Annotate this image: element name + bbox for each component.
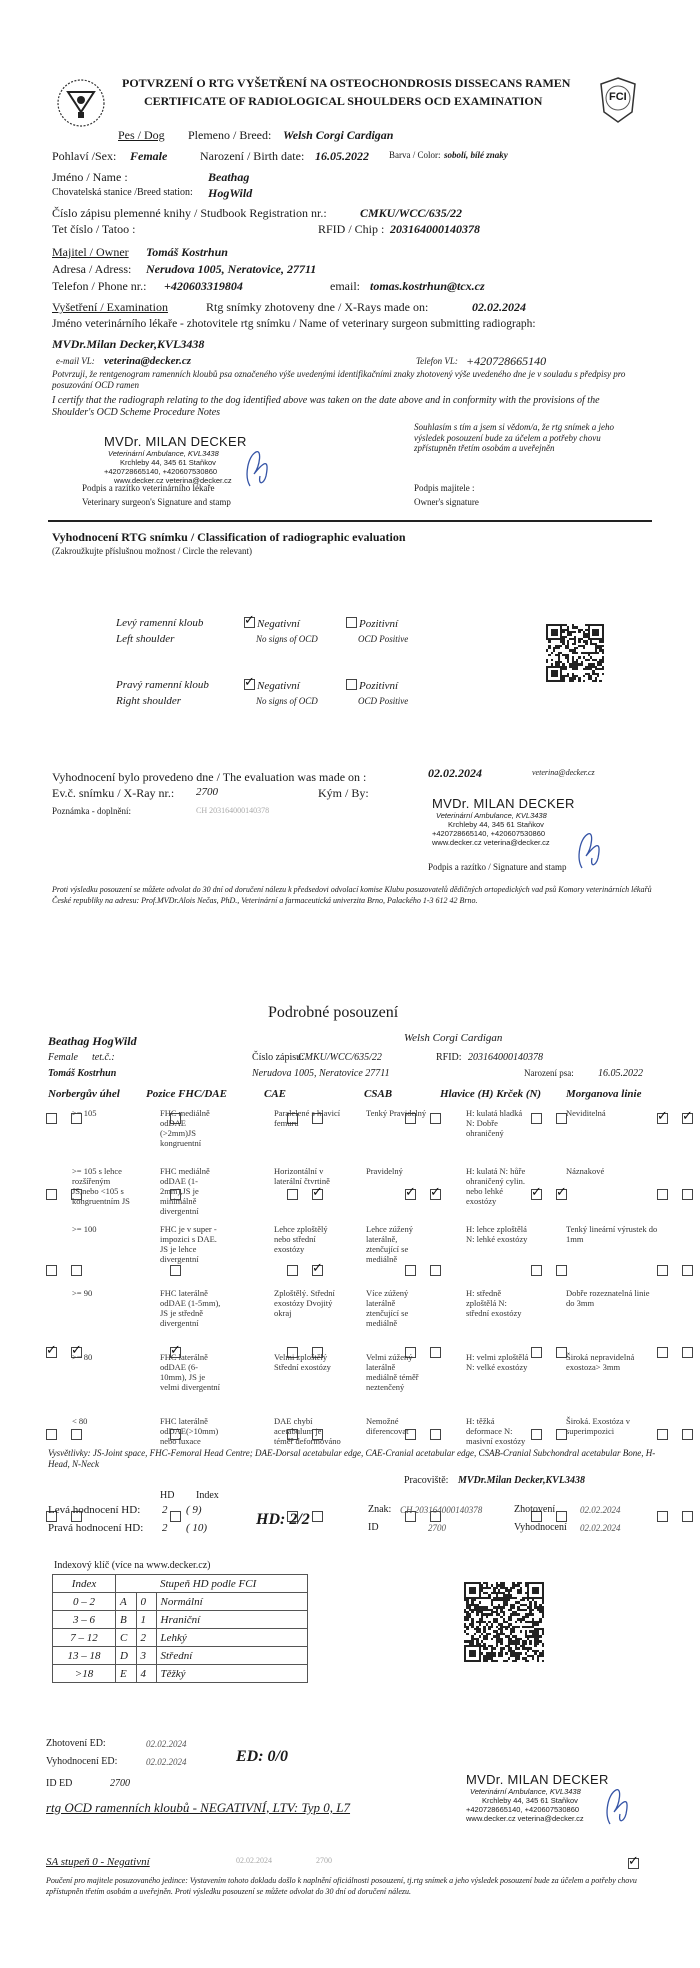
grid-checkbox[interactable] [531, 1265, 542, 1276]
left-positive-checkbox[interactable] [346, 617, 357, 628]
grid-checkbox[interactable] [46, 1347, 57, 1358]
grid-checkbox[interactable] [531, 1189, 542, 1200]
col-morgan: Morganova linie [566, 1088, 642, 1100]
grid-checkbox[interactable] [46, 1265, 57, 1276]
index-key-cell: Lehký [156, 1629, 308, 1647]
index-key-cell: 3 – 6 [53, 1611, 116, 1629]
phone-label: Telefon / Phone nr.: [52, 279, 147, 293]
sa-faint-date: 02.02.2024 [236, 1856, 272, 1865]
grid-cell-text: Tenký lineární výrustek do 1mm [566, 1224, 658, 1244]
grid-cell-text: Pravidelný [366, 1166, 403, 1176]
detail-tet-label: tet.č.: [92, 1052, 115, 1063]
grid-checkbox[interactable] [312, 1265, 323, 1276]
grid-cell-text: H: lehce zploštělá N: lehké exostózy [466, 1224, 528, 1244]
grid-cell-text: Lehce zúžený laterálně, ztenčující se mediálně [366, 1224, 413, 1264]
grid-cell-text: Dobře rozeznatelná linie do 3mm [566, 1288, 650, 1308]
station-label: Chovatelská stanice /Breed station: [52, 187, 193, 198]
detail-rfid: 203164000140378 [468, 1052, 543, 1063]
id-value: 2700 [428, 1523, 446, 1533]
right-positive[interactable]: Pozitivní [346, 679, 398, 692]
index-key-cell: 3 [136, 1647, 156, 1665]
index-key-header: Index Stupeň HD podle FCI [53, 1575, 308, 1593]
vet-email-value: veterina@decker.cz [104, 355, 192, 367]
grid-checkbox[interactable] [71, 1265, 82, 1276]
confirm-en: I certify that the radiograph relating to the dog identified above was taken on the date above and in conformity with the provisions of the Shoulder's OCD Scheme Procedure Notes [52, 395, 600, 418]
eval-made-label: Vyhodnocení bylo provedeno dne / The evaluation was made on : [52, 770, 367, 784]
note-label: Poznámka - doplnění: [52, 806, 131, 816]
zhotoveni-value: 02.02.2024 [580, 1505, 621, 1515]
col-norberg: Norbergův úhel [48, 1088, 120, 1100]
qr-code-2 [464, 1582, 544, 1662]
grid-cell-text: >= 90 [72, 1288, 93, 1298]
eval-email: veterina@decker.cz [532, 768, 595, 777]
detail-birth-label: Narození psa: [524, 1068, 574, 1078]
detail-rfid-label: RFID: [436, 1052, 462, 1063]
grid-cell-text: H: těžká deformace N: masivní exostózy [466, 1416, 526, 1446]
ed-eval-label: Vyhodnocení ED: [46, 1756, 118, 1767]
breed-value: Welsh Corgi Cardigan [283, 128, 394, 142]
grid-checkbox[interactable] [682, 1511, 693, 1522]
grid-checkbox[interactable] [657, 1429, 668, 1440]
grid-checkbox[interactable] [657, 1113, 668, 1124]
index-key-cell: 0 [136, 1593, 156, 1611]
detail-owner: Tomáš Kostrhun [48, 1068, 117, 1079]
vet-name-label: Jméno veterinárního lékaře - zhotovitele rtg snímku / Name of veterinary surgeon submitting radiograph: [52, 318, 536, 330]
grid-checkbox[interactable] [405, 1265, 416, 1276]
eval-sign-label: Podpis a razítko / Signature and stamp [428, 862, 567, 872]
grid-cell-text: Velmi zploštělý Střední exostózy [274, 1352, 331, 1372]
grid-checkbox[interactable] [657, 1347, 668, 1358]
zhotoveni-label: Zhotovení [514, 1504, 556, 1515]
index-key-cell: A [116, 1593, 137, 1611]
index-head: Index [196, 1490, 219, 1501]
grid-checkbox[interactable] [556, 1511, 567, 1522]
index-key-cell: B [116, 1611, 137, 1629]
grid-cell-text: FHC laterálně odDAE(>10mm) nebo luxace [160, 1416, 219, 1446]
index-key-cell: Střední [156, 1647, 308, 1665]
index-key-title: Indexový klíč (více na www.decker.cz) [54, 1560, 211, 1571]
grid-checkbox[interactable] [657, 1189, 668, 1200]
grid-checkbox[interactable] [531, 1429, 542, 1440]
note-faint: CH 203164000140378 [196, 806, 270, 815]
id-ed-label: ID ED [46, 1778, 73, 1789]
grid-cell-text: >= 80 [72, 1352, 93, 1362]
grid-cell-text: Nemožné diferencovat [366, 1416, 409, 1436]
tattoo-label: Tet číslo / Tatoo : [52, 222, 136, 236]
index-key-cell: Hraniční [156, 1611, 308, 1629]
grid-cell-text: Široká. Exostóza v superimpozici [566, 1416, 630, 1436]
address-label: Adresa / Adress: [52, 262, 132, 276]
right-hd-value: 2 [162, 1522, 168, 1534]
grid-checkbox[interactable] [71, 1429, 82, 1440]
detail-studbook: CMKU/WCC/635/22 [298, 1052, 382, 1063]
detail-title: Podrobné posouzení [268, 1004, 399, 1021]
vet-phone-label: Telefon VL: [416, 356, 458, 366]
vet-sign-label: Podpis a razítko veterinárního lékaře [82, 483, 215, 493]
birth-value: 16.05.2022 [315, 149, 369, 163]
owner-section-label: Majitel / Owner [52, 245, 129, 259]
grid-cell-text: Velmi zúžený laterálně mediálně téměř neztenčený [366, 1352, 419, 1392]
grid-cell-text: DAE chybí acetabulum je téměř deformováno [274, 1416, 341, 1446]
grid-checkbox[interactable] [287, 1265, 298, 1276]
index-key-cell: 7 – 12 [53, 1629, 116, 1647]
grid-checkbox[interactable] [312, 1511, 323, 1522]
grid-cell-text: Paralelené s hlavicí femuru [274, 1108, 341, 1128]
grid-checkbox[interactable] [170, 1511, 181, 1522]
grid-checkbox[interactable] [430, 1265, 441, 1276]
workplace-value: MVDr.Milan Decker,KVL3438 [458, 1475, 585, 1486]
grid-checkbox[interactable] [312, 1189, 323, 1200]
left-hd-index: ( 9) [186, 1504, 202, 1516]
right-negative[interactable]: ✓Negativní [244, 679, 300, 692]
xray-made-value: 02.02.2024 [472, 300, 526, 314]
znak-value: CH 203164000140378 [400, 1505, 483, 1515]
sex-value: Female [130, 149, 168, 163]
rfid-label: RFID / Chip : [318, 222, 385, 236]
email-value: tomas.kostrhun@tcx.cz [370, 279, 485, 293]
grid-cell-text: Zploštělý. Střední exostózy Dvojitý okraj [274, 1288, 335, 1318]
index-key-row [53, 1665, 308, 1683]
index-key-cell: 0 – 2 [53, 1593, 116, 1611]
index-key-row [53, 1611, 308, 1629]
consent-text: Souhlasím s tím a jsem si vědom/a, že rtg snímek a jeho výsledek posouzení bude za účelem a potřeby chovu zpřístupněn třetím osobám a uveřejněn [414, 422, 614, 453]
detail-dog-name: Beathag HogWild [48, 1034, 137, 1048]
vet-signature-1 [240, 446, 274, 492]
grid-cell-text: FHC mediálně odDAE (>2mm)JS kongruentní [160, 1108, 210, 1148]
phone-value: +420603319804 [164, 279, 243, 293]
grid-cell-text: < 80 [72, 1416, 88, 1426]
xray-nr-label: Ev.č. snímku / X-Ray nr.: [52, 786, 175, 800]
vyhodnoceni-value: 02.02.2024 [580, 1523, 621, 1533]
xray-made-label: Rtg snímky zhotoveny dne / X-Rays made on: [206, 300, 429, 314]
left-hd-label: Levá hodnocení HD: [48, 1504, 141, 1516]
email-label: email: [330, 279, 360, 293]
owner-name: Tomáš Kostrhun [146, 245, 228, 259]
col-csab: CSAB [364, 1088, 393, 1100]
detail-sex: Female [48, 1052, 78, 1063]
znak-label: Znak: [368, 1504, 392, 1515]
grid-cell-text: FHC je v super - impozici s DAE. JS je lehce divergentní [160, 1224, 217, 1264]
grid-cell-text: Neviditelná [566, 1108, 606, 1118]
workplace-label: Pracoviště: [404, 1475, 449, 1486]
title-en: CERTIFICATE OF RADIOLOGICAL SHOULDERS OCD EXAMINATION [144, 94, 543, 108]
index-key-cell: 4 [136, 1665, 156, 1683]
grid-cell-text: H: kulatá N: hůře ohraničený cylin. nebo lehké exostózy [466, 1166, 526, 1206]
right-negative-checkbox[interactable] [244, 679, 255, 690]
classification-subtitle: (Zakroužkujte příslušnou možnost / Circle the relevant) [52, 546, 252, 556]
grid-cell-text: Lehce zploštělý nebo střední exostózy [274, 1224, 328, 1254]
grid-checkbox[interactable] [657, 1265, 668, 1276]
right-hd-label: Pravá hodnocení HD: [48, 1522, 144, 1534]
sa-checkbox[interactable] [628, 1858, 639, 1869]
grid-cell-text: FHC laterálně odDAE (6-10mm), JS je velmi divergentní [160, 1352, 221, 1392]
exam-section-label: Vyšetření / Examination [52, 300, 168, 314]
left-negative[interactable]: ✓Negativní [244, 617, 300, 630]
vet-name-value: MVDr.Milan Decker,KVL3438 [52, 337, 205, 351]
index-key-cell: E [116, 1665, 137, 1683]
grid-checkbox[interactable] [682, 1429, 693, 1440]
grid-checkbox[interactable] [430, 1429, 441, 1440]
grid-checkbox[interactable] [682, 1189, 693, 1200]
grid-checkbox[interactable] [556, 1265, 567, 1276]
ed-made-label: Zhotovení ED: [46, 1738, 106, 1749]
index-key-row [53, 1629, 308, 1647]
grid-cell-text: H: kulatá hladká N: Dobře ohraničený [466, 1108, 523, 1138]
detail-breed: Welsh Corgi Cardigan [404, 1032, 503, 1044]
grid-cell-text: FHC mediálně odDAE (1-2mm),JS je minimálně divergentní [160, 1166, 210, 1216]
grid-cell-text: H: středně zploštělá N: střední exostózy [466, 1288, 522, 1318]
grid-checkbox[interactable] [430, 1189, 441, 1200]
right-hd-index: ( 10) [186, 1522, 208, 1534]
grid-checkbox[interactable] [170, 1265, 181, 1276]
grid-checkbox[interactable] [430, 1347, 441, 1358]
grid-checkbox[interactable] [657, 1511, 668, 1522]
studbook-label: Číslo zápisu plemenné knihy / Studbook Registration nr.: [52, 206, 327, 220]
grid-checkbox[interactable] [405, 1189, 416, 1200]
eval-made-value: 02.02.2024 [428, 766, 482, 780]
ed-total: ED: 0/0 [236, 1748, 288, 1765]
index-key-cell: 2 [136, 1629, 156, 1647]
left-positive[interactable]: Pozitivní [346, 617, 398, 630]
grid-checkbox[interactable] [682, 1113, 693, 1124]
grid-cell-text: Široká nepravidelná exostoza> 3mm [566, 1352, 635, 1372]
grid-checkbox[interactable] [287, 1189, 298, 1200]
ocd-result: rtg OCD ramenních kloubů - NEGATIVNÍ, LTV: Typ 0, L7 [46, 1800, 351, 1815]
grid-cell-text: >= 105 [72, 1108, 97, 1118]
ed-made-value: 02.02.2024 [146, 1739, 187, 1749]
grid-cell-text: FHC laterálně odDAE (1-5mm), JS je středně divergentní [160, 1288, 221, 1328]
grid-cell-text: Náznakové [566, 1166, 605, 1176]
cmku-logo [56, 78, 106, 128]
col-fhc-dae: Pozice FHC/DAE [146, 1088, 227, 1100]
qr-code-1 [546, 624, 604, 682]
left-positive-en: OCD Positive [358, 634, 409, 644]
station-value: HogWild [208, 186, 253, 200]
grid-checkbox[interactable] [46, 1189, 57, 1200]
grid-checkbox[interactable] [46, 1113, 57, 1124]
grid-cell-text: H: velmi zploštělá N: velké exostózy [466, 1352, 529, 1372]
address-value: Nerudova 1005, Neratovice, 27711 [146, 262, 317, 276]
name-value: Beathag [208, 170, 250, 184]
index-key-row [53, 1593, 308, 1611]
hd-head: HD [160, 1490, 175, 1501]
id-label: ID [368, 1522, 379, 1533]
grid-cell-text: Horizontální v laterální čtvrtině [274, 1166, 330, 1186]
grid-checkbox[interactable] [531, 1347, 542, 1358]
detail-birth: 16.05.2022 [598, 1068, 643, 1079]
vet-phone-value: +420728665140 [466, 354, 547, 368]
vet-email-label: e-mail VL: [56, 356, 95, 366]
index-key-cell: 13 – 18 [53, 1647, 116, 1665]
xray-nr-value: 2700 [196, 786, 218, 798]
grid-cell-text: >= 105 s lehce rozšířeným JS,nebo <105 s kongruentním JS [72, 1166, 130, 1206]
col-cae: CAE [264, 1088, 287, 1100]
vyhodnoceni-label: Vyhodnocení [514, 1522, 567, 1533]
confirm-cz: Potvrzuji, že rentgenogram ramenních kloubů psa označeného výše uvedenými identifikačními znaky zhotovený výše uvedeného dne je v souladu s předpisy pro posuzování OCD ramen [52, 369, 626, 390]
sa-result: SA stupeň 0 - Negativní [46, 1856, 150, 1868]
grid-checkbox[interactable] [46, 1429, 57, 1440]
sa-faint-id: 2700 [316, 1856, 332, 1865]
left-negative-en: No signs of OCD [256, 634, 318, 644]
sa-checkbox-wrap[interactable] [628, 1855, 641, 1873]
vet-signature-2 [572, 828, 606, 874]
index-key-cell: D [116, 1647, 137, 1665]
left-shoulder-en: Left shoulder [116, 633, 175, 645]
index-key-cell: Normální [156, 1593, 308, 1611]
left-shoulder-cz: Levý ramenní kloub [116, 617, 204, 629]
grid-checkbox[interactable] [556, 1189, 567, 1200]
grid-checkbox[interactable] [682, 1265, 693, 1276]
by-label: Kým / By: [318, 786, 369, 800]
dog-section-label: Pes / Dog [118, 128, 165, 142]
classification-title: Vyhodnocení RTG snímku / Classification of radiographic evaluation [52, 530, 406, 544]
grid-cell-text: Tenký Pravidelný [366, 1108, 427, 1118]
section-divider [48, 520, 652, 522]
left-negative-checkbox[interactable] [244, 617, 255, 628]
grid-cell-text: Více zúžený laterálně ztenčující se mediálně [366, 1288, 409, 1328]
owner-sign-label-en: Owner's signature [414, 497, 479, 507]
name-label: Jméno / Name : [52, 170, 128, 184]
birth-label: Narození / Birth date: [200, 149, 305, 163]
grid-checkbox[interactable] [531, 1113, 542, 1124]
hd-total: HD: 2/2 [256, 1511, 310, 1528]
vet-sign-label-en: Veterinary surgeon's Signature and stamp [82, 497, 231, 507]
right-negative-en: No signs of OCD [256, 696, 318, 706]
index-key-cell: C [116, 1629, 137, 1647]
legend-text: Vysvětlivky: JS-Joint space, FHC-Femoral Head Centre; DAE-Dorsal acetabular edge, CAE-Cranial acetabular edge, CSAB-Cranial Subchondral acetabular Bone, H-Head, N-Neck [48, 1448, 656, 1469]
right-shoulder-cz: Pravý ramenní kloub [116, 679, 209, 691]
index-key-cell: 1 [136, 1611, 156, 1629]
index-key-cell: >18 [53, 1665, 116, 1683]
fci-logo: FCI [598, 76, 638, 124]
left-hd-value: 2 [162, 1504, 168, 1516]
color-value: sobolí, bílé znaky [444, 150, 508, 160]
vet-signature-3 [600, 1784, 634, 1830]
studbook-value: CMKU/WCC/635/22 [360, 206, 463, 220]
title-cz: POTVRZENÍ O RTG VYŠETŘENÍ NA OSTEOCHONDROSIS DISSECANS RAMEN [122, 76, 571, 90]
sex-label: Pohlaví /Sex: [52, 149, 117, 163]
color-label: Barva / Color: [389, 150, 441, 160]
owner-sign-label: Podpis majitele : [414, 483, 475, 493]
detail-address: Nerudova 1005, Neratovice 27711 [252, 1068, 390, 1079]
id-ed-value: 2700 [110, 1778, 130, 1789]
col-head-neck: Hlavice (H) Krček (N) [440, 1088, 542, 1100]
appeal-text: Proti výsledku posouzení se můžete odvolat do 30 dní od doručení nálezu k předsedovi odvolací komise Klubu posuzovatelů dědičných ortopedických vad psů Komory veterinárních lékařů České republiky na adresu: Prof.MVDr.Alois Nečas, PhD., Veterinární a farmaceutická univerzita Brno, Palackého 1-3 612 42 Brno. [52, 885, 652, 905]
right-shoulder-en: Right shoulder [116, 695, 182, 707]
right-positive-en: OCD Positive [358, 696, 409, 706]
footer-notice: Poučení pro majitele posuzovaného jedince: Vystavením tohoto dokladu došlo k naplnění oficiálnosti posouzení, tj.rtg snímek a jeho výsledek posouzení bude za účelem a potřeby chovu zpřístupněn třetím osobám a uveřejněn. Proti výsledku posouzení se můžete odvolat do 30 dní od doručení nálezu. [46, 1876, 637, 1896]
right-positive-checkbox[interactable] [346, 679, 357, 690]
index-key-cell: Těžký [156, 1665, 308, 1683]
breed-label: Plemeno / Breed: [188, 128, 272, 142]
ed-eval-value: 02.02.2024 [146, 1757, 187, 1767]
grid-checkbox[interactable] [682, 1347, 693, 1358]
index-key-table [52, 1574, 308, 1683]
grid-checkbox[interactable] [430, 1113, 441, 1124]
detail-studbook-label: Číslo zápisu: [252, 1052, 304, 1063]
grid-cell-text: >= 100 [72, 1224, 97, 1234]
index-key-row [53, 1647, 308, 1665]
rfid-value: 203164000140378 [390, 222, 480, 236]
